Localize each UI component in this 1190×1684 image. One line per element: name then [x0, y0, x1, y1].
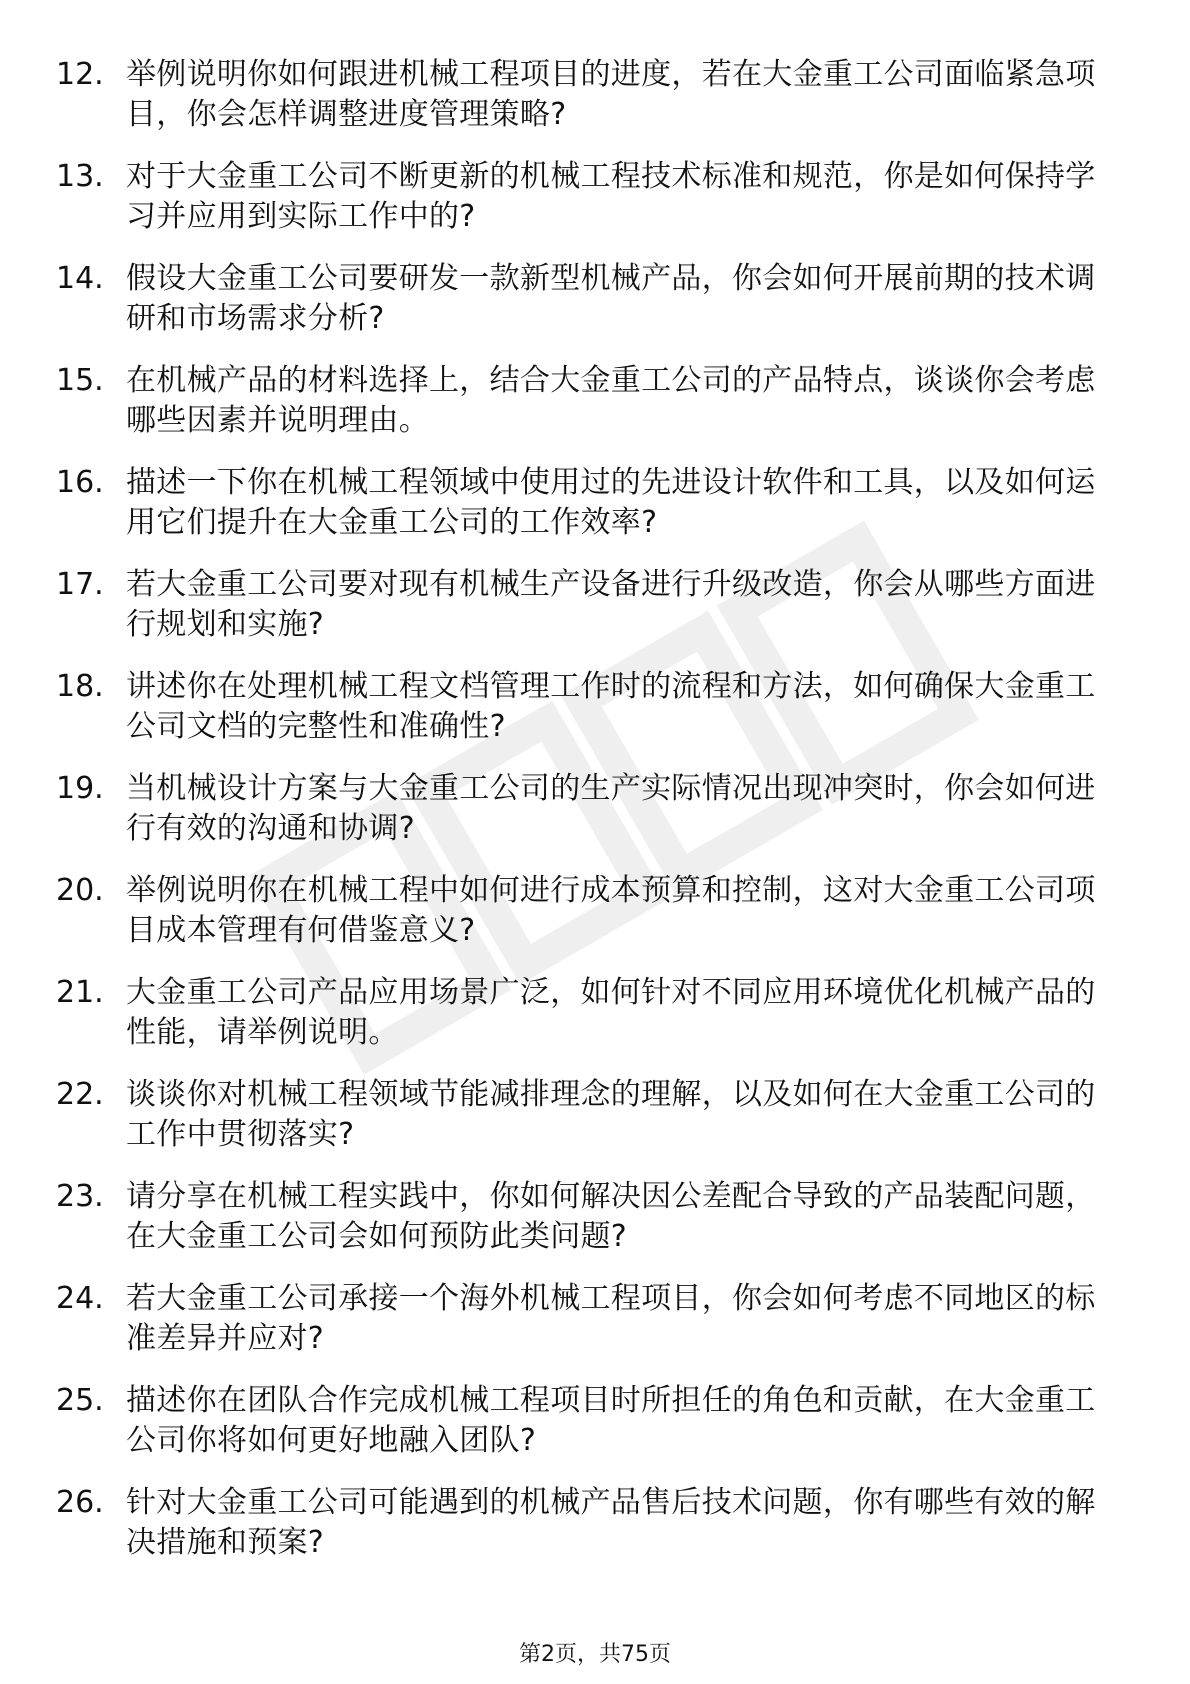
- question-item: [56, 1483, 1116, 1575]
- question-text: 在机械产品的材料选择上，结合大金重工公司的产品特点，谈谈你会考虑哪些因素并说明理由。: [126, 363, 1096, 438]
- question-text: 对于大金重工公司不断更新的机械工程技术标准和规范，你是如何保持学习并应用到实际工作中的?: [126, 159, 1096, 234]
- question-list: [56, 55, 1116, 1585]
- question-item: [56, 1381, 1116, 1473]
- question-text: 描述你在团队合作完成机械工程项目时所担任的角色和贡献，在大金重工公司你将如何更好地融入团队?: [126, 1383, 1096, 1458]
- question-number: 19.: [56, 771, 104, 806]
- question-text: 若大金重工公司承接一个海外机械工程项目，你会如何考虑不同地区的标准差异并应对?: [126, 1281, 1096, 1356]
- question-number: 23.: [56, 1179, 104, 1214]
- question-text: 描述一下你在机械工程领域中使用过的先进设计软件和工具，以及如何运用它们提升在大金重工公司的工作效率?: [126, 465, 1096, 540]
- question-text: 举例说明你在机械工程中如何进行成本预算和控制，这对大金重工公司项目成本管理有何借鉴意义?: [126, 873, 1096, 948]
- question-item: [56, 667, 1116, 759]
- question-item: [56, 769, 1116, 861]
- question-text: 谈谈你对机械工程领域节能减排理念的理解，以及如何在大金重工公司的工作中贯彻落实?: [126, 1077, 1096, 1152]
- question-item: [56, 973, 1116, 1065]
- question-item: [56, 1075, 1116, 1167]
- question-item: [56, 157, 1116, 249]
- question-number: 22.: [56, 1077, 104, 1112]
- question-text: 讲述你在处理机械工程文档管理工作时的流程和方法，如何确保大金重工公司文档的完整性和准确性?: [126, 669, 1096, 744]
- question-item: [56, 1279, 1116, 1371]
- question-text: 请分享在机械工程实践中，你如何解决因公差配合导致的产品装配问题，在大金重工公司会如何预防此类问题?: [126, 1179, 1096, 1254]
- question-number: 25.: [56, 1383, 104, 1418]
- question-number: 26.: [56, 1485, 104, 1520]
- question-item: [56, 565, 1116, 657]
- question-number: 24.: [56, 1281, 104, 1316]
- question-item: [56, 1177, 1116, 1269]
- question-item: [56, 361, 1116, 453]
- question-text: 假设大金重工公司要研发一款新型机械产品，你会如何开展前期的技术调研和市场需求分析?: [126, 261, 1096, 336]
- question-number: 13.: [56, 159, 104, 194]
- question-item: [56, 463, 1116, 555]
- page-footer: 第2页，共75页: [519, 1642, 671, 1667]
- question-text: 当机械设计方案与大金重工公司的生产实际情况出现冲突时，你会如何进行有效的沟通和协调?: [126, 771, 1096, 846]
- question-number: 16.: [56, 465, 104, 500]
- question-item: [56, 55, 1116, 147]
- question-number: 18.: [56, 669, 104, 704]
- question-text: 大金重工公司产品应用场景广泛，如何针对不同应用环境优化机械产品的性能，请举例说明。: [126, 975, 1096, 1050]
- question-number: 12.: [56, 57, 104, 92]
- question-text: 若大金重工公司要对现有机械生产设备进行升级改造，你会从哪些方面进行规划和实施?: [126, 567, 1096, 642]
- question-number: 20.: [56, 873, 104, 908]
- question-number: 21.: [56, 975, 104, 1010]
- question-item: [56, 259, 1116, 351]
- question-text: 举例说明你如何跟进机械工程项目的进度，若在大金重工公司面临紧急项目，你会怎样调整进度管理策略?: [126, 57, 1096, 132]
- question-number: 15.: [56, 363, 104, 398]
- question-item: [56, 871, 1116, 963]
- question-text: 针对大金重工公司可能遇到的机械产品售后技术问题，你有哪些有效的解决措施和预案?: [126, 1485, 1096, 1560]
- question-number: 14.: [56, 261, 104, 296]
- question-number: 17.: [56, 567, 104, 602]
